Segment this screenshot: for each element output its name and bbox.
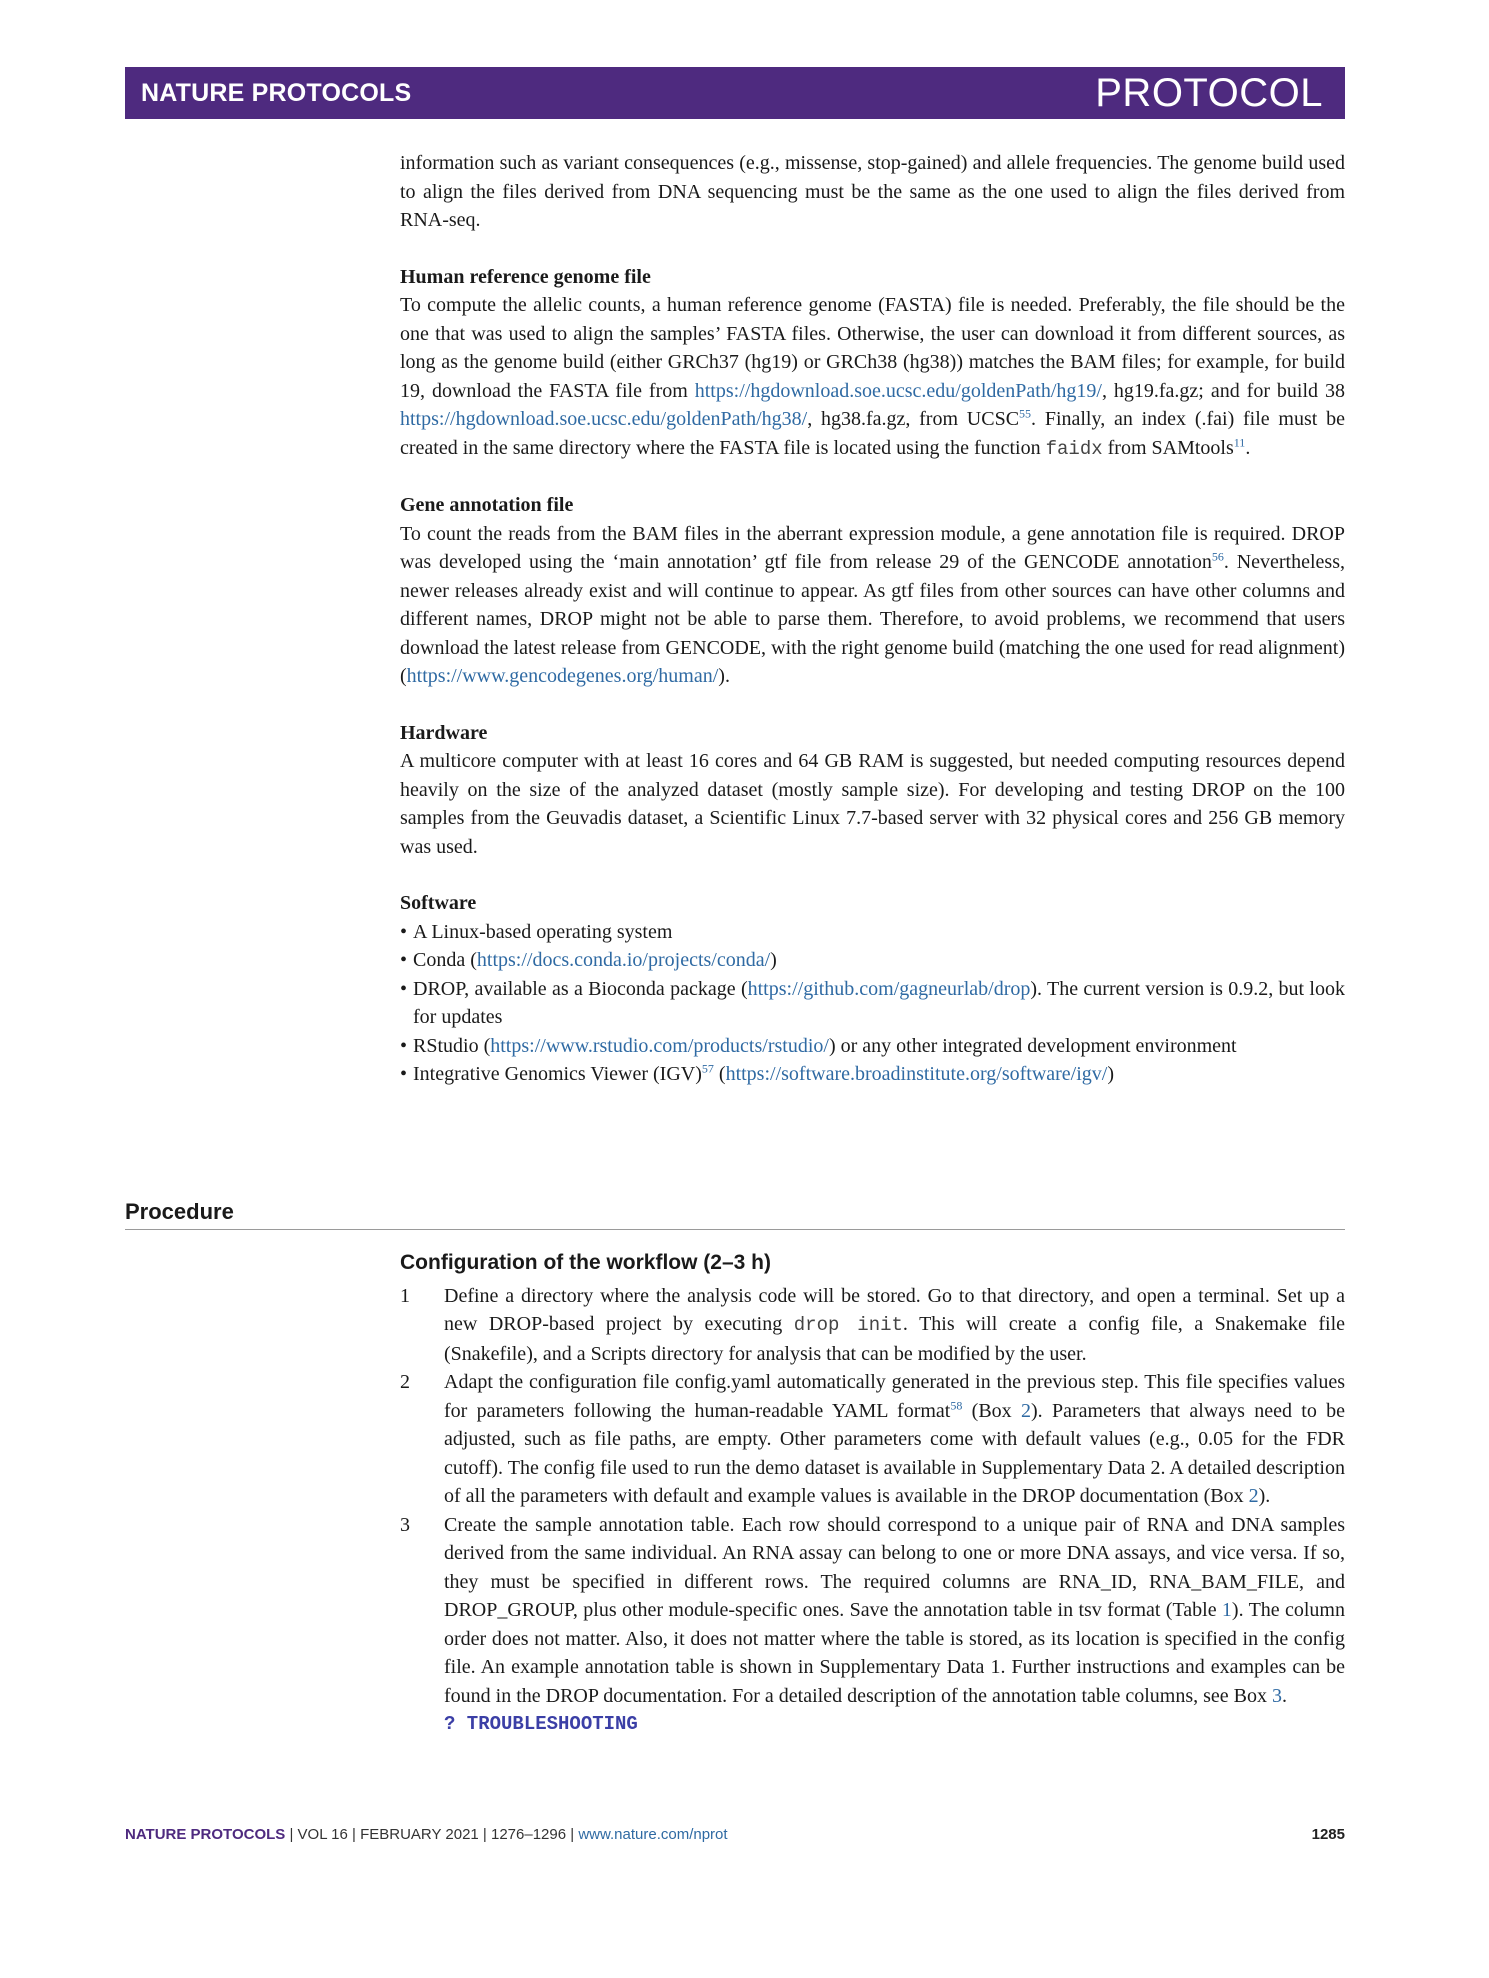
footer-pages: 1276–1296: [491, 1826, 567, 1843]
box-3-link[interactable]: 3: [1271, 1684, 1282, 1707]
citation-58[interactable]: 58: [950, 1397, 963, 1412]
list-item: • RStudio (https://www.rstudio.com/products/rstudio/) or any other integrated development environment: [400, 1032, 1345, 1061]
hg38-link[interactable]: https://hgdownload.soe.ucsc.edu/goldenPath/hg38/: [400, 408, 808, 430]
procedure-step-2: [400, 1368, 1345, 1511]
procedure-subheading: Configuration of the workflow (2–3 h): [400, 1251, 771, 1274]
rstudio-link[interactable]: https://www.rstudio.com/products/rstudio/: [490, 1034, 829, 1057]
gene-annotation-section: [400, 491, 1345, 691]
conda-link[interactable]: https://docs.conda.io/projects/conda/: [476, 949, 771, 971]
drop-init-code: drop init: [793, 1314, 903, 1336]
step-number: 2: [400, 1371, 410, 1393]
box-2-link[interactable]: 2: [1248, 1485, 1259, 1507]
reference-genome-heading: Human reference genome file: [400, 265, 651, 288]
journal-header-bar: [125, 67, 1345, 119]
drop-github-link[interactable]: https://github.com/gagneurlab/drop: [747, 977, 1031, 1000]
table-1-link[interactable]: 1: [1221, 1599, 1232, 1621]
materials-section: [400, 149, 1345, 1089]
citation-57[interactable]: 57: [701, 1061, 714, 1076]
step-number: 3: [400, 1513, 410, 1536]
citation-11[interactable]: 11: [1233, 434, 1246, 449]
list-item: • DROP, available as a Bioconda package (https://github.com/gagneurlab/drop). The current version is 0.9.2, but look for updates: [400, 975, 1345, 1032]
gene-annotation-heading: Gene annotation file: [400, 494, 574, 516]
procedure-heading: Procedure: [125, 1199, 1345, 1230]
citation-56[interactable]: 56: [1211, 549, 1224, 564]
step-body: Create the sample annotation table. Each row should correspond to a unique pair of RNA and DNA samples derived from the same individual. An RNA assay can belong to one or more DNA assays, and vice versa. If so, they must be specified in different rows. The required columns are RNA_ID, RNA_BAM_FILE, and DROP_GROUP, plus other module-specific ones. Save the annotation table in tsv format (Table 1). The column order does not matter. Also, it does not matter where the table is stored, as its location is specified in the config file. An example annotation table is shown in Supplementary Data 1. Further instructions and examples can be found in the DROP documentation. For a detailed description of the annotation table columns, see Box 3. ? TROUBLESHOOTING: [444, 1511, 1345, 1739]
list-item: • Conda (https://docs.conda.io/projects/conda/): [400, 946, 1345, 975]
footer-volume: VOL 16: [297, 1826, 348, 1843]
reference-genome-section: [400, 263, 1345, 464]
citation-55[interactable]: 55: [1019, 406, 1032, 421]
software-list: [400, 918, 1345, 1089]
software-section: [400, 889, 1345, 1089]
faidx-code: faidx: [1045, 437, 1103, 460]
article-type: PROTOCOL: [1095, 70, 1323, 115]
hardware-paragraph: A multicore computer with at least 16 cores and 64 GB RAM is suggested, but needed computing resources depend heavily on the size of the analyzed dataset (mostly sample size). For developing and testing DROP on the 100 samples from the Geuvadis dataset, a Scientific Linux 7.7-based server with 32 physical cores and 256 GB memory was used.: [400, 750, 1345, 858]
procedure-step-3: [400, 1511, 1345, 1739]
step-body: Adapt the configuration file config.yaml automatically generated in the previous step. This file specifies values for parameters following the human-readable YAML format$^{58}$ (Box 2). Parameters that always need to be adjusted, such as file paths, are empty. Other parameters come with default values (e.g., 0.05 for the FDR cutoff). The config file used to run the demo dataset is available in Supplementary Data 2. A detailed description of all the parameters with default and example values is available in the DROP documentation (Box 2).: [444, 1371, 1346, 1507]
step-body: Define a directory where the analysis code will be stored. Go to that directory, and open a terminal. Set up a new DROP-based project by executing drop init. This will create a config file, a Snakemake file (Snakefile), and a Scripts directory for analysis that can be modified by the user.: [444, 1284, 1346, 1365]
hg19-link[interactable]: https://hgdownload.soe.ucsc.edu/goldenPath/hg19/: [694, 379, 1102, 402]
footer-journal: NATURE PROTOCOLS: [125, 1826, 286, 1843]
software-heading: Software: [400, 892, 477, 914]
hardware-heading: Hardware: [400, 721, 488, 744]
footer-citation: NATURE PROTOCOLS | VOL 16 | FEBRUARY 2021 | 1276–1296 | www.nature.com/nprot: [125, 1826, 728, 1843]
gene-annotation-paragraph: To count the reads from the BAM files in the aberrant expression module, a gene annotation file is required. DROP was developed using the ‘main annotation’ gtf file from release 29 of the GENCODE annotation$^{56}$. Nevertheless, newer releases already exist and will continue to appear. As gtf files from other sources can have other columns and different names, DROP might not be able to parse them. Therefore, to avoid problems, we recommend that users download the latest release from GENCODE, with the right genome build (matching the one used for read alignment) (https://www.gencodegenes.org/human/).: [400, 522, 1345, 687]
intro-paragraph: information such as variant consequences (e.g., missense, stop-gained) and allele frequencies. The genome build used to align the files derived from DNA sequencing must be the same as the one used to align the files derived from RNA-seq.: [400, 152, 1345, 231]
procedure-step-1: [400, 1282, 1345, 1369]
troubleshooting-link[interactable]: ? TROUBLESHOOTING: [444, 1713, 638, 1735]
gencode-link[interactable]: https://www.gencodegenes.org/human/: [406, 665, 719, 687]
reference-genome-paragraph: To compute the allelic counts, a human reference genome (FASTA) file is needed. Preferably, the file should be the one that was used to align the samples’ FASTA files. Otherwise, the user can download it from different sources, as long as the genome build (either GRCh37 (hg19) or GRCh38 (hg38)) matches the BAM files; for example, for build 19, download the FASTA file from https://hgdownload.soe.ucsc.edu/goldenPath/hg19/, hg19.fa.gz; and for build 38 https://hgdownload.soe.ucsc.edu/goldenPath/hg38/, hg38.fa.gz, from UCSC$^{55}$. Finally, an index (.fai) file must be created in the same directory where the FASTA file is located using the function faidx from SAMtools$^{11}$.: [400, 294, 1346, 460]
list-item: • A Linux-based operating system: [400, 918, 1345, 947]
footer-url-link[interactable]: www.nature.com/nprot: [578, 1826, 728, 1843]
step-number: 1: [400, 1284, 410, 1307]
procedure-section: [400, 1249, 1345, 1739]
page-footer: [125, 1826, 1345, 1843]
page-number: 1285: [1311, 1826, 1345, 1843]
box-2-link[interactable]: 2: [1020, 1399, 1031, 1422]
journal-name: NATURE PROTOCOLS: [141, 78, 412, 107]
igv-link[interactable]: https://software.broadinstitute.org/software/igv/: [725, 1063, 1108, 1085]
hardware-section: [400, 719, 1345, 862]
list-item: • Integrative Genomics Viewer (IGV)$^{57}$ (https://software.broadinstitute.org/software/igv/): [400, 1060, 1345, 1089]
footer-date: FEBRUARY 2021: [360, 1826, 479, 1843]
